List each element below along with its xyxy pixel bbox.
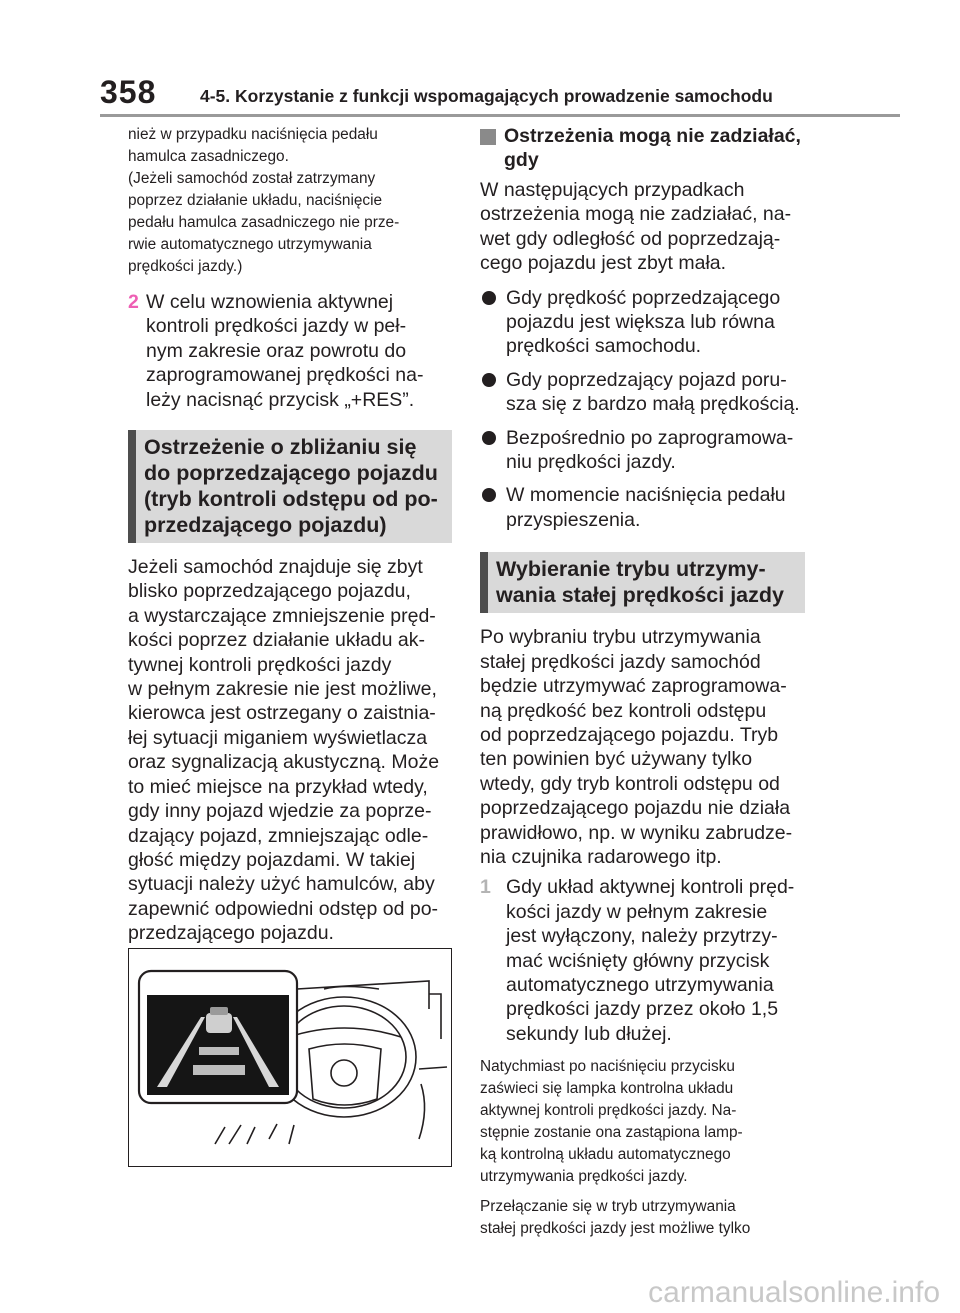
text-line: a wystarczające zmniejszenie pręd- [128,604,436,627]
distance-warning-paragraph [128,555,452,946]
text-line: kontroli prędkości jazdy w peł- [146,315,407,338]
section-heading-constant-speed [480,552,805,613]
text-line: (Jeżeli samochód został zatrzymany [128,170,376,187]
text-line: to mieć miejsce na przykład wtedy, [128,775,428,798]
text-line: pojazdu jest większa lub równa [506,311,775,334]
heading-line: do poprzedzającego pojazdu [144,461,438,486]
text-line: stałej prędkości jazdy jest możliwe tylko [480,1220,751,1238]
heading-line: Ostrzeżenie o zbliżaniu się [144,435,417,460]
text-line: leży nacisnąć przycisk „+RES”. [146,388,415,411]
bullet-dot-icon [482,373,496,387]
text-line: ten powinien być używany tylko [480,748,753,771]
text-line: automatycznego utrzymywania [506,973,774,996]
text-line: przyspieszenia. [506,508,641,531]
text-line: wet gdy odległość od poprzedzają- [480,227,781,250]
text-line: zapewnić odpowiedni odstęp od po- [128,897,439,920]
text-line: niu prędkości jazdy. [506,451,676,474]
text-line: tywnej kontroli prędkości jazdy [128,653,392,676]
mode-switch-note [480,1196,805,1240]
text-line: W momencie naciśnięcia pedału [506,484,786,507]
left-column [128,124,452,946]
indicator-note [480,1056,805,1188]
watermark: carmanualsonline.info [648,1276,940,1309]
heading-line: Wybieranie trybu utrzymy- [496,557,766,582]
subheading-line: gdy [504,149,539,171]
text-line: stępnie zostanie ona zastąpiona lamp- [480,1124,743,1142]
text-line: prawidłowo, np. w wyniku zabrudze- [480,821,793,844]
text-line: aktywnej kontroli prędkości jazdy. Na- [480,1102,737,1120]
text-line: Po wybraniu trybu utrzymywania [480,626,761,649]
text-line: mać wciśnięty główny przycisk [506,949,770,972]
step-2 [128,290,452,412]
text-line: utrzymywania prędkości jazdy. [480,1168,688,1186]
text-line: wtedy, gdy tryb kontroli odstępu od [480,772,780,795]
text-line: stałej prędkości jazdy samochód [480,650,761,673]
text-line: sza się z bardzo małą prędkością. [506,393,800,416]
square-bullet-icon [480,129,496,145]
text-line: zaprogramowanej prędkości na- [146,364,424,387]
bullet-dot-icon [482,488,496,502]
step-number: 2 [128,291,139,313]
text-line: Przełączanie się w tryb utrzymywania [480,1198,736,1216]
heading-line: przedzającego pojazdu) [144,513,387,538]
text-line: zaświeci się lampka kontrolna układu [480,1080,734,1098]
text-line: W celu wznowienia aktywnej [146,291,394,313]
text-line: jest wyłączony, należy przytrzy- [506,925,778,948]
text-line: cego pojazdu jest zbyt mała. [480,252,727,275]
text-line: nież w przypadku naciśnięcia pedału [128,126,378,143]
text-line: kości poprzez działanie układu ak- [128,629,425,652]
list-item [480,368,805,417]
note-text [128,168,452,278]
text-line: głość między pojazdami. W takiej [128,848,416,871]
text-line: ostrzeżenia mogą nie zadziałać, na- [480,203,792,226]
header-rule [100,114,900,117]
text-line: pedału hamulca zasadniczego nie prze- [128,214,400,231]
text-line: hamulca zasadniczego. [128,148,289,165]
text-line: dzający pojazd, zmniejszając odle- [128,824,429,847]
subheading-line: Ostrzeżenia mogą nie zadziałać, [504,125,801,147]
text-line: Bezpośrednio po zaprogramowa- [506,426,794,449]
text-line: Natychmiast po naciśnięciu przycisku [480,1058,735,1076]
list-item [480,426,805,475]
bullet-dot-icon [482,431,496,445]
constant-speed-paragraph [480,625,805,869]
dashboard-illustration [128,948,452,1167]
text-line: kości jazdy w pełnym zakresie [506,900,768,923]
text-line: będzie utrzymywać zaprogramowa- [480,675,787,698]
section-heading-distance-warning [128,430,452,543]
text-line: rwie automatycznego utrzymywania [128,236,372,253]
text-line: w pełnym zakresie nie jest możliwe, [128,678,437,701]
text-line: W następujących przypadkach [480,179,745,201]
text-line: od poprzedzającego pojazdu. Tryb [480,723,779,746]
text-line: nym zakresie oraz powrotu do [146,339,407,362]
heading-line: wania stałej prędkości jazdy [496,583,784,608]
text-line: kierowca jest ostrzegany o zaistnia- [128,702,436,725]
page-number: 358 [100,74,157,110]
intro-text [128,124,452,168]
text-line: ną prędkość bez kontroli odstępu [480,699,767,722]
text-line: sytuacji należy użyć hamulców, aby [128,873,435,896]
text-line: poprzez działanie układu, naciśnięcie [128,192,383,209]
text-line: prędkości jazdy przez około 1,5 [506,998,779,1021]
text-line: prędkości samochodu. [506,335,702,358]
text-line: sekundy lub dłużej. [506,1022,672,1045]
text-line: nia czujnika radarowego itp. [480,845,722,868]
text-line: blisko poprzedzającego pojazdu, [128,580,411,603]
list-item [480,483,805,532]
text-line: przedzającego pojazdu. [128,922,334,945]
text-line: gdy inny pojazd wjedzie za poprze- [128,800,432,823]
heading-line: (tryb kontroli odstępu od po- [144,487,438,512]
text-line: Jeżeli samochód znajduje się zbyt [128,556,423,579]
text-line: poprzedzającego pojazdu nie działa [480,797,791,820]
chapter-title: 4-5. Korzystanie z funkcji wspomagających prowadzenie samochodu [200,86,773,106]
step-1 [480,875,805,1046]
text-line: ką kontrolną układu automatycznego [480,1146,731,1164]
warnings-intro [480,178,805,276]
text-line: Gdy układ aktywnej kontroli pręd- [506,876,795,899]
subheading-warnings-may-fail [480,124,805,172]
bullet-dot-icon [482,291,496,305]
text-line: prędkości jazdy.) [128,258,243,275]
page-header [0,0,960,120]
step-number: 1 [480,876,491,899]
text-line: Gdy prędkość poprzedzającego [506,286,781,309]
text-line: łej sytuacji miganiem wyświetlacza [128,726,428,749]
right-column [480,124,805,1240]
dashboard-illustration-svg [129,949,451,1166]
text-line: Gdy poprzedzający pojazd poru- [506,368,787,391]
text-line: oraz sygnalizacją akustyczną. Może [128,751,440,774]
list-item [480,286,805,359]
